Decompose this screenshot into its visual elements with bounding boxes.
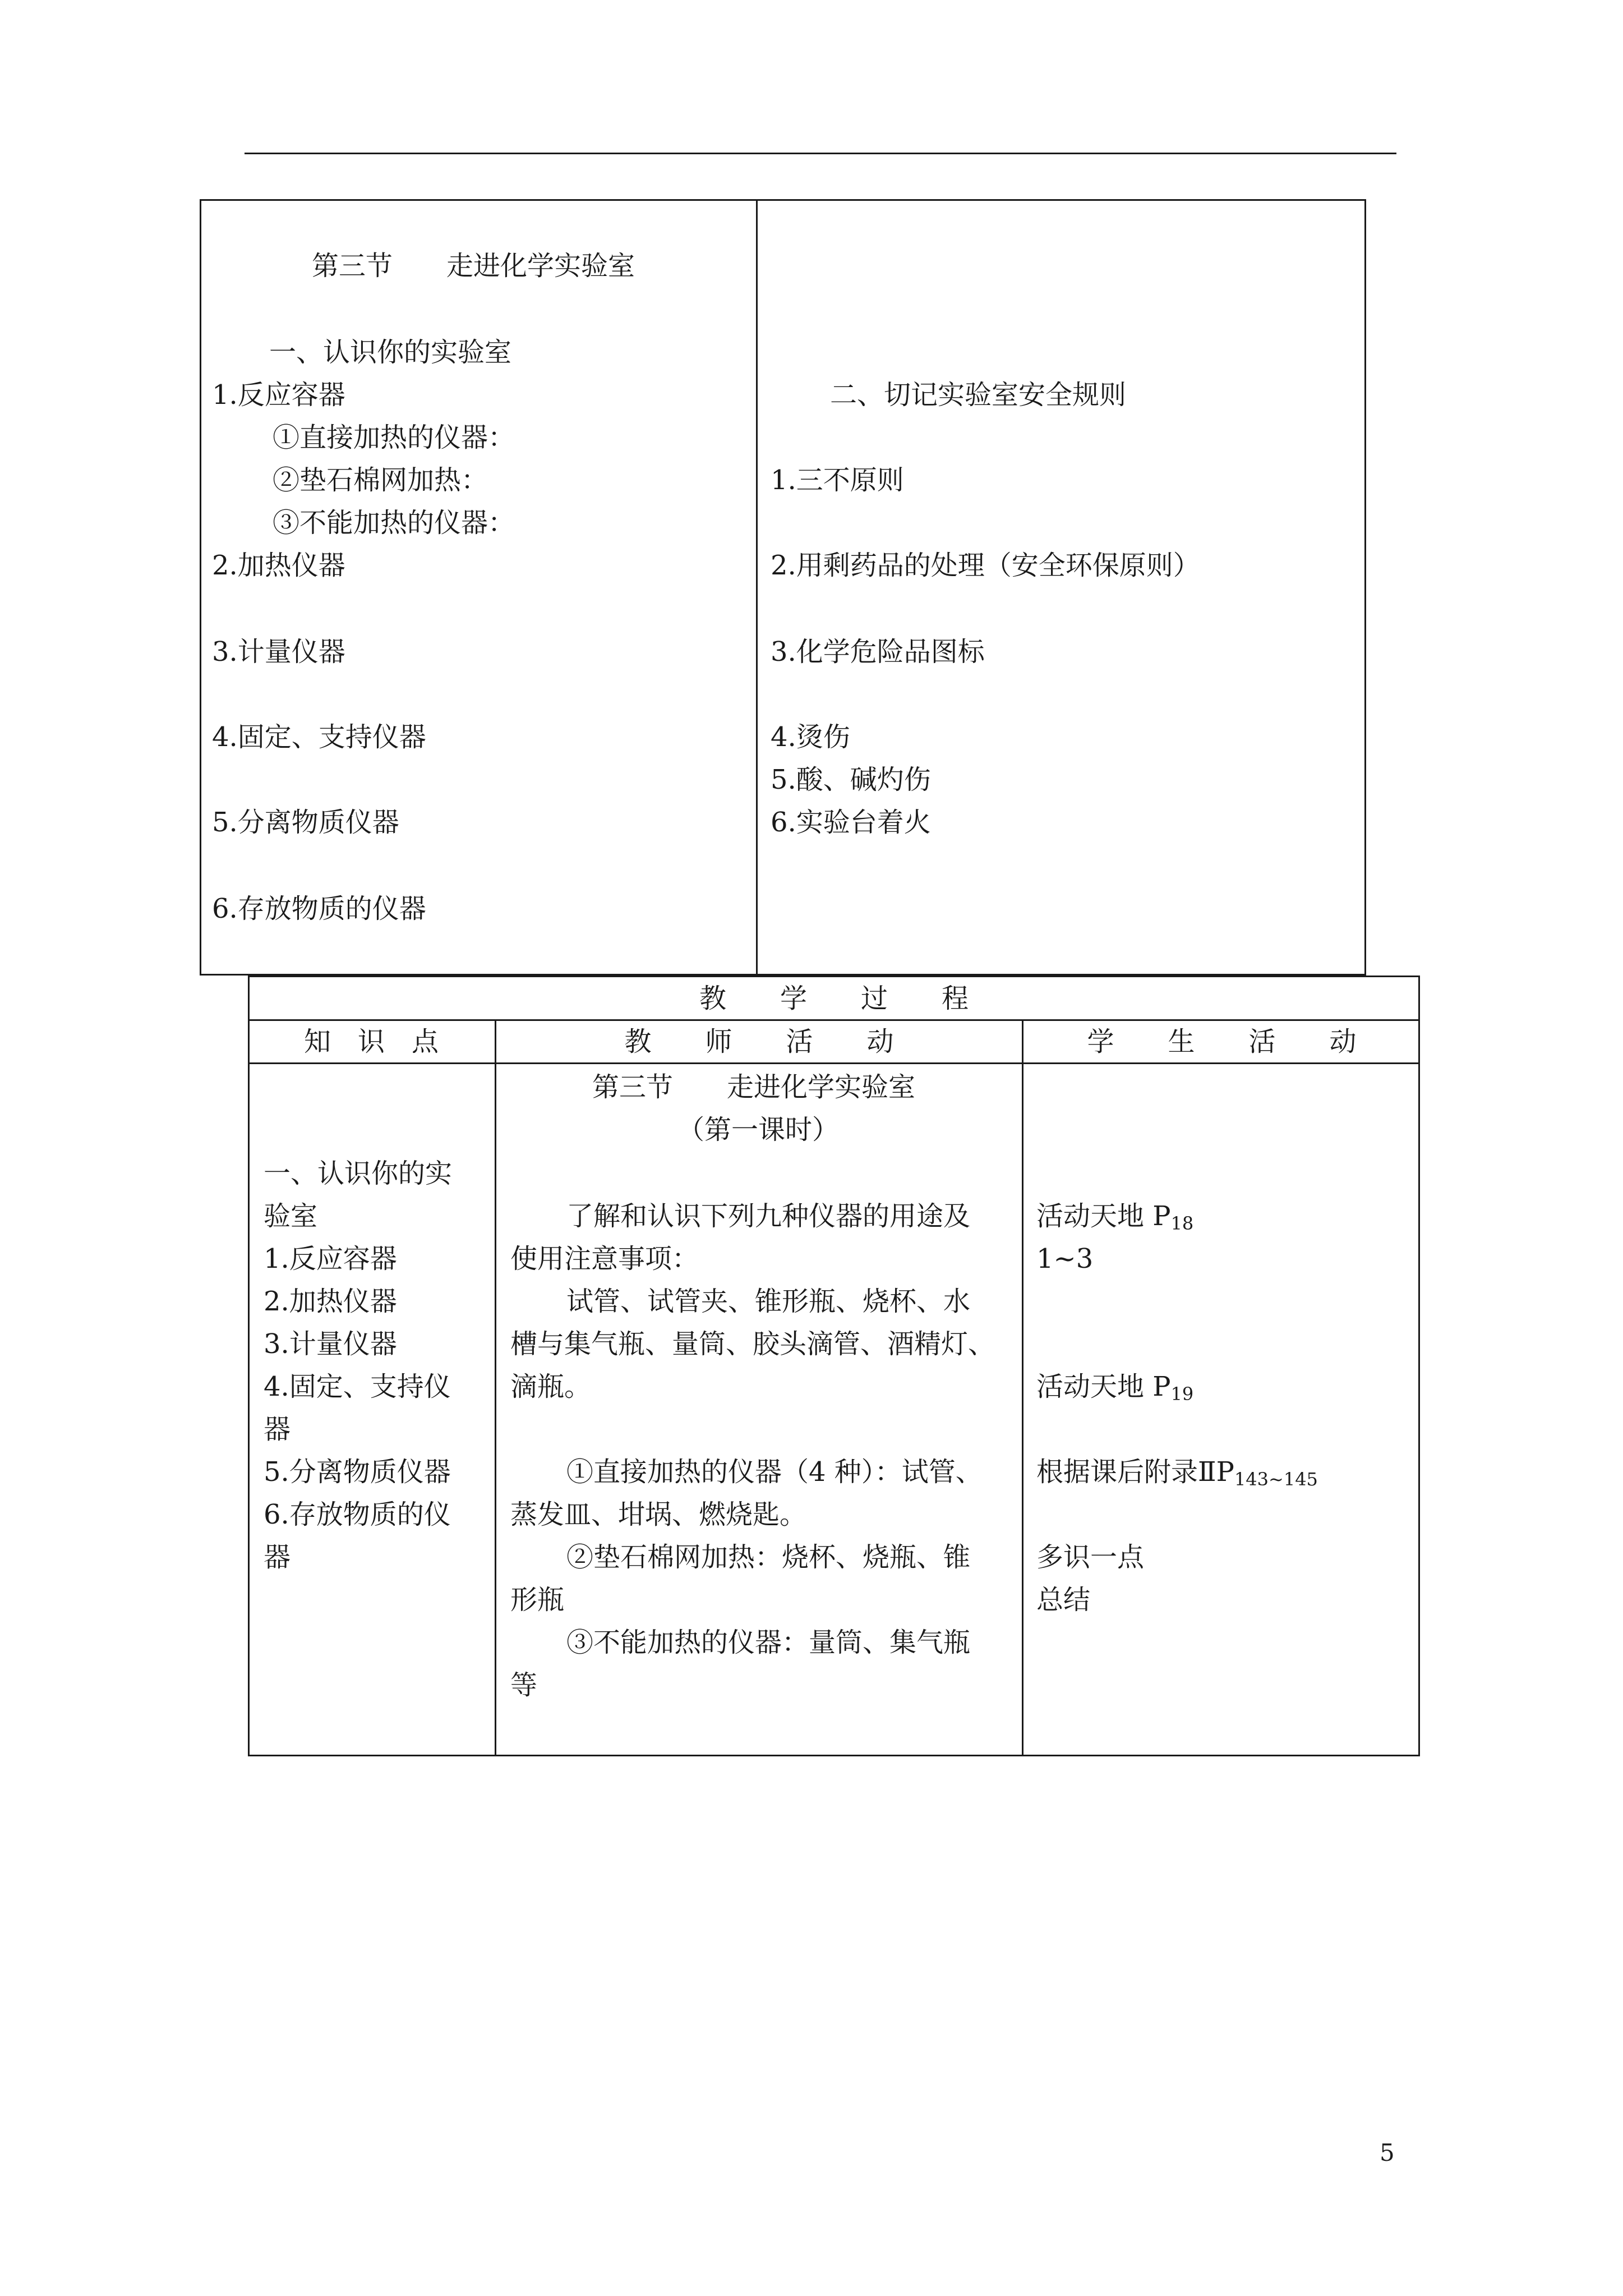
section-title: 第三节 走进化学实验室	[312, 250, 635, 282]
column-header-knowledge: 知 识 点	[303, 1026, 439, 1057]
column-header-student: 学 生 活 动	[1087, 1026, 1357, 1057]
right-item-1: 1.三不原则	[771, 464, 904, 496]
right-item-5: 5.酸、碱灼伤	[771, 764, 931, 795]
student-appendix-pages: 143~145	[1234, 1469, 1318, 1490]
teacher-line: 形瓶	[510, 1584, 565, 1616]
right-item-2: 2.用剩药品的处理（安全环保原则）	[771, 550, 1200, 581]
student-activity-1-text: 活动天地 P	[1036, 1200, 1171, 1232]
right-item-6: 6.实验台着火	[771, 807, 931, 838]
student-appendix	[1036, 1451, 1318, 1501]
left-item-1: 1.反应容器	[212, 379, 345, 411]
teacher-line: ①直接加热的仪器（4 种）：试管、	[566, 1456, 983, 1488]
column-divider-2	[1022, 1019, 1023, 1756]
teacher-line: 滴瓶。	[510, 1371, 592, 1402]
right-heading: 二、切记实验室安全规则	[830, 379, 1127, 411]
page-number: 5	[1380, 2139, 1395, 2166]
student-activity-2-text: 活动天地 P	[1036, 1371, 1171, 1402]
student-appendix-text: 根据课后附录ⅡP	[1036, 1456, 1234, 1488]
left-item-4: 4.固定、支持仪器	[212, 721, 426, 753]
column-header-teacher: 教 师 活 动	[624, 1026, 894, 1057]
student-activity-1-page: 18	[1170, 1213, 1194, 1234]
right-item-3: 3.化学危险品图标	[771, 636, 985, 668]
student-activity-2-page: 19	[1170, 1383, 1194, 1405]
column-divider-1	[495, 1019, 496, 1756]
teacher-line: 蒸发皿、坩埚、燃烧匙。	[510, 1499, 807, 1530]
knowledge-line: 2.加热仪器	[264, 1286, 397, 1317]
knowledge-line: 4.固定、支持仪	[264, 1371, 451, 1402]
teacher-line: 使用注意事项：	[510, 1243, 699, 1274]
left-item-6: 6.存放物质的仪器	[212, 893, 426, 924]
process-caption: 教 学 过 程	[699, 983, 969, 1014]
knowledge-line: 器	[264, 1542, 291, 1573]
left-item-2: 2.加热仪器	[212, 550, 345, 581]
teacher-line: ②垫石棉网加热：烧杯、烧瓶、锥	[566, 1542, 971, 1573]
left-item-5: 5.分离物质仪器	[212, 807, 399, 838]
outline-divider	[756, 199, 758, 976]
teacher-subtitle: （第一课时）	[677, 1114, 840, 1145]
knowledge-line: 3.计量仪器	[264, 1328, 397, 1360]
outline-box	[200, 199, 1366, 976]
teacher-title: 第三节 走进化学实验室	[592, 1071, 916, 1103]
student-activity-2	[1036, 1365, 1193, 1415]
teacher-line: 了解和认识下列九种仪器的用途及	[566, 1200, 971, 1232]
teacher-line: 试管、试管夹、锥形瓶、烧杯、水	[566, 1286, 971, 1317]
knowledge-line: 1.反应容器	[264, 1243, 397, 1274]
knowledge-line: 5.分离物质仪器	[264, 1456, 451, 1488]
left-item-3: 3.计量仪器	[212, 636, 345, 668]
student-activity-1-range: 1~3	[1036, 1243, 1094, 1274]
knowledge-line: 6.存放物质的仪	[264, 1499, 451, 1530]
left-subitem-2: ②垫石棉网加热：	[273, 464, 488, 496]
knowledge-line: 验室	[264, 1200, 318, 1232]
student-summary: 总结	[1036, 1584, 1091, 1616]
left-heading: 一、认识你的实验室	[269, 337, 512, 368]
right-item-4: 4.烫伤	[771, 721, 850, 753]
left-subitem-1: ①直接加热的仪器：	[273, 422, 515, 453]
left-subitem-3: ③不能加热的仪器：	[273, 507, 515, 539]
teacher-line: ③不能加热的仪器：量筒、集气瓶	[566, 1627, 971, 1658]
teacher-line: 等	[510, 1669, 538, 1701]
header-rule	[245, 153, 1396, 154]
teacher-line: 槽与集气瓶、量筒、胶头滴管、酒精灯、	[510, 1328, 995, 1360]
student-extra: 多识一点	[1036, 1542, 1145, 1573]
knowledge-line: 器	[264, 1414, 291, 1445]
knowledge-line: 一、认识你的实	[264, 1158, 453, 1189]
